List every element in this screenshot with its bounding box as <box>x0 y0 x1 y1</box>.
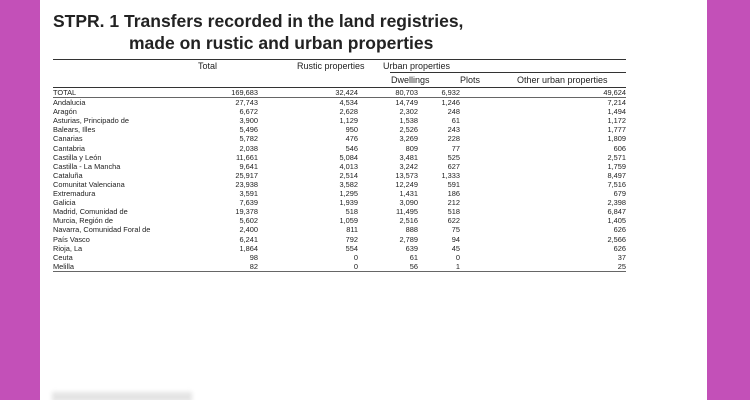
cell-other: 1,172 <box>607 116 626 126</box>
cell-total: 6,241 <box>239 234 258 244</box>
cell-plots: 212 <box>447 198 460 208</box>
cell-dwellings: 2,526 <box>399 125 418 135</box>
cell-total: 98 <box>249 252 258 262</box>
cell-rustic: 2,628 <box>339 107 358 117</box>
footer-blurred-text <box>52 392 192 400</box>
cell-other: 606 <box>613 143 626 153</box>
cell-plots: 627 <box>447 161 460 171</box>
table-row <box>53 98 626 108</box>
cell-rustic: 518 <box>345 207 358 217</box>
cell-region: Cantabria <box>53 143 86 153</box>
cell-plots: 591 <box>447 179 460 189</box>
cell-dwellings: 12,249 <box>395 179 418 189</box>
cell-other: 1,494 <box>607 107 626 117</box>
cell-rustic: 1,059 <box>339 216 358 226</box>
cell-rustic: 4,534 <box>339 98 358 108</box>
cell-dwellings: 14,749 <box>395 98 418 108</box>
cell-dwellings: 639 <box>405 243 418 253</box>
cell-total: 82 <box>188 262 258 272</box>
cell-rustic: 5,084 <box>339 152 358 162</box>
cell-plots: 525 <box>447 152 460 162</box>
cell-region: Castilla - La Mancha <box>53 161 121 171</box>
table-row <box>53 207 626 216</box>
cell-plots: 622 <box>447 216 460 226</box>
cell-region: Galicia <box>53 198 76 208</box>
cell-plots: 1,246 <box>441 98 460 108</box>
col-header-other: Other urban properties <box>517 75 608 85</box>
cell-region: Andalucia <box>53 98 86 108</box>
cell-plots: 518 <box>447 207 460 217</box>
cell-region: Asturias, Principado de <box>53 116 129 126</box>
cell-total: 3,591 <box>239 189 258 199</box>
col-header-total: Total <box>198 61 218 71</box>
cell-rustic: 0 <box>258 262 358 272</box>
col-header-rustic: Rustic properties <box>297 61 365 71</box>
cell-other: 25 <box>460 262 626 272</box>
cell-dwellings: 61 <box>409 252 418 262</box>
table-row <box>53 244 626 253</box>
cell-dwellings: 2,302 <box>399 107 418 117</box>
cell-region: Extremadura <box>53 189 96 199</box>
cell-region: Canarias <box>53 134 83 144</box>
cell-region: Castilla y León <box>53 152 102 162</box>
cell-total: 5,782 <box>239 134 258 144</box>
cell-dwellings: 3,481 <box>399 152 418 162</box>
cell-region: Balears, Illes <box>53 125 96 135</box>
cell-plots: 61 <box>451 116 460 126</box>
transfers-table <box>53 88 626 272</box>
table-row <box>53 162 626 171</box>
cell-rustic: 950 <box>345 125 358 135</box>
cell-rustic: 811 <box>346 225 358 235</box>
cell-other: 7,214 <box>607 98 626 108</box>
cell-other: 626 <box>613 243 626 253</box>
cell-other: 626 <box>613 225 626 235</box>
table-row <box>53 171 626 180</box>
table-row <box>53 216 626 225</box>
cell-plots: 243 <box>447 125 460 135</box>
cell-total: 23,938 <box>235 179 258 189</box>
table-row <box>53 153 626 162</box>
cell-plots: 6,932 <box>418 88 460 98</box>
cell-other: 7,516 <box>607 179 626 189</box>
cell-rustic: 4,013 <box>339 161 358 171</box>
cell-region: Madrid, Comunidad de <box>53 207 128 217</box>
cell-dwellings: 56 <box>358 262 418 272</box>
cell-other: 8,497 <box>607 170 626 180</box>
cell-plots: 186 <box>447 189 460 199</box>
cell-region: País Vasco <box>53 234 90 244</box>
table-row <box>53 107 626 116</box>
table-row <box>53 180 626 189</box>
cell-other: 2,566 <box>607 234 626 244</box>
cell-total: 5,602 <box>239 216 258 226</box>
col-header-urban: Urban properties <box>383 61 451 71</box>
cell-total: 6,672 <box>239 107 258 117</box>
cell-region: Murcia, Región de <box>53 216 113 226</box>
table-row <box>53 235 626 244</box>
cell-other: 1,759 <box>607 161 626 171</box>
cell-total: 7,639 <box>239 198 258 208</box>
title-line-1: STPR. 1 Transfers recorded in the land registries, <box>53 11 464 31</box>
table-row <box>53 125 626 134</box>
table-row <box>53 262 626 272</box>
cell-dwellings: 11,495 <box>395 207 418 217</box>
cell-rustic: 3,582 <box>339 179 358 189</box>
cell-other: 1,405 <box>607 216 626 226</box>
cell-region: TOTAL <box>53 88 188 98</box>
cell-rustic: 792 <box>345 234 358 244</box>
cell-total: 25,917 <box>235 170 258 180</box>
cell-plots: 75 <box>451 225 460 235</box>
cell-rustic: 32,424 <box>258 88 358 98</box>
table-row <box>53 225 626 234</box>
table-row <box>53 198 626 207</box>
cell-dwellings: 1,431 <box>399 189 418 199</box>
table-row <box>53 189 626 198</box>
cell-plots: 228 <box>447 134 460 144</box>
cell-rustic: 476 <box>345 134 358 144</box>
table-row <box>53 134 626 143</box>
cell-other: 2,571 <box>607 152 626 162</box>
cell-rustic: 0 <box>353 252 358 262</box>
cell-total: 1,864 <box>239 243 258 253</box>
cell-total: 5,496 <box>239 125 258 135</box>
cell-rustic: 546 <box>345 143 358 153</box>
cell-dwellings: 3,269 <box>399 134 418 144</box>
cell-plots: 248 <box>447 107 460 117</box>
cell-rustic: 1,129 <box>339 116 358 126</box>
cell-rustic: 554 <box>345 243 358 253</box>
table-body <box>53 88 626 271</box>
cell-total: 9,641 <box>239 161 258 171</box>
cell-other: 6,847 <box>607 207 626 217</box>
cell-dwellings: 2,516 <box>399 216 418 226</box>
cell-region: Ceuta <box>53 252 73 262</box>
cell-other: 37 <box>617 252 626 262</box>
cell-total: 19,378 <box>235 207 258 217</box>
cell-dwellings: 888 <box>405 225 418 235</box>
cell-other: 2,398 <box>607 198 626 208</box>
cell-other: 1,777 <box>607 125 626 135</box>
table-row <box>53 144 626 153</box>
cell-region: Rioja, La <box>53 243 83 253</box>
cell-plots: 45 <box>451 243 460 253</box>
cell-plots: 77 <box>451 143 460 153</box>
cell-region: Comunitat Valenciana <box>53 179 125 189</box>
cell-dwellings: 13,573 <box>395 170 418 180</box>
col-header-dwellings: Dwellings <box>391 75 430 85</box>
table-row <box>53 116 626 125</box>
cell-region: Cataluña <box>53 170 83 180</box>
cell-other: 49,624 <box>460 88 626 98</box>
cell-region: Navarra, Comunidad Foral de <box>53 225 151 235</box>
cell-total: 11,661 <box>235 152 258 162</box>
cell-other: 679 <box>613 189 626 199</box>
cell-total: 169,683 <box>188 88 258 98</box>
header-top-rule <box>53 59 626 60</box>
cell-dwellings: 3,090 <box>399 198 418 208</box>
cell-plots: 1 <box>418 262 460 272</box>
cell-region: Aragón <box>53 107 77 117</box>
table-row <box>53 253 626 262</box>
cell-rustic: 2,514 <box>339 170 358 180</box>
cell-dwellings: 2,789 <box>399 234 418 244</box>
document-page <box>40 0 707 400</box>
table-title <box>53 10 463 54</box>
table-row <box>53 88 626 98</box>
cell-total: 3,900 <box>239 116 258 126</box>
cell-total: 2,038 <box>239 143 258 153</box>
cell-rustic: 1,295 <box>339 189 358 199</box>
cell-total: 2,400 <box>239 225 258 235</box>
cell-plots: 0 <box>455 252 460 262</box>
cell-rustic: 1,939 <box>339 198 358 208</box>
cell-plots: 94 <box>451 234 460 244</box>
urban-group-rule <box>390 72 626 73</box>
cell-dwellings: 3,242 <box>399 161 418 171</box>
title-line-2: made on rustic and urban properties <box>129 33 434 53</box>
cell-dwellings: 809 <box>405 143 418 153</box>
col-header-plots: Plots <box>460 75 481 85</box>
cell-other: 1,809 <box>607 134 626 144</box>
cell-total: 27,743 <box>235 98 258 108</box>
cell-plots: 1,333 <box>441 170 460 180</box>
cell-region: Melilla <box>53 262 188 272</box>
cell-dwellings: 80,703 <box>358 88 418 98</box>
cell-dwellings: 1,538 <box>399 116 418 126</box>
